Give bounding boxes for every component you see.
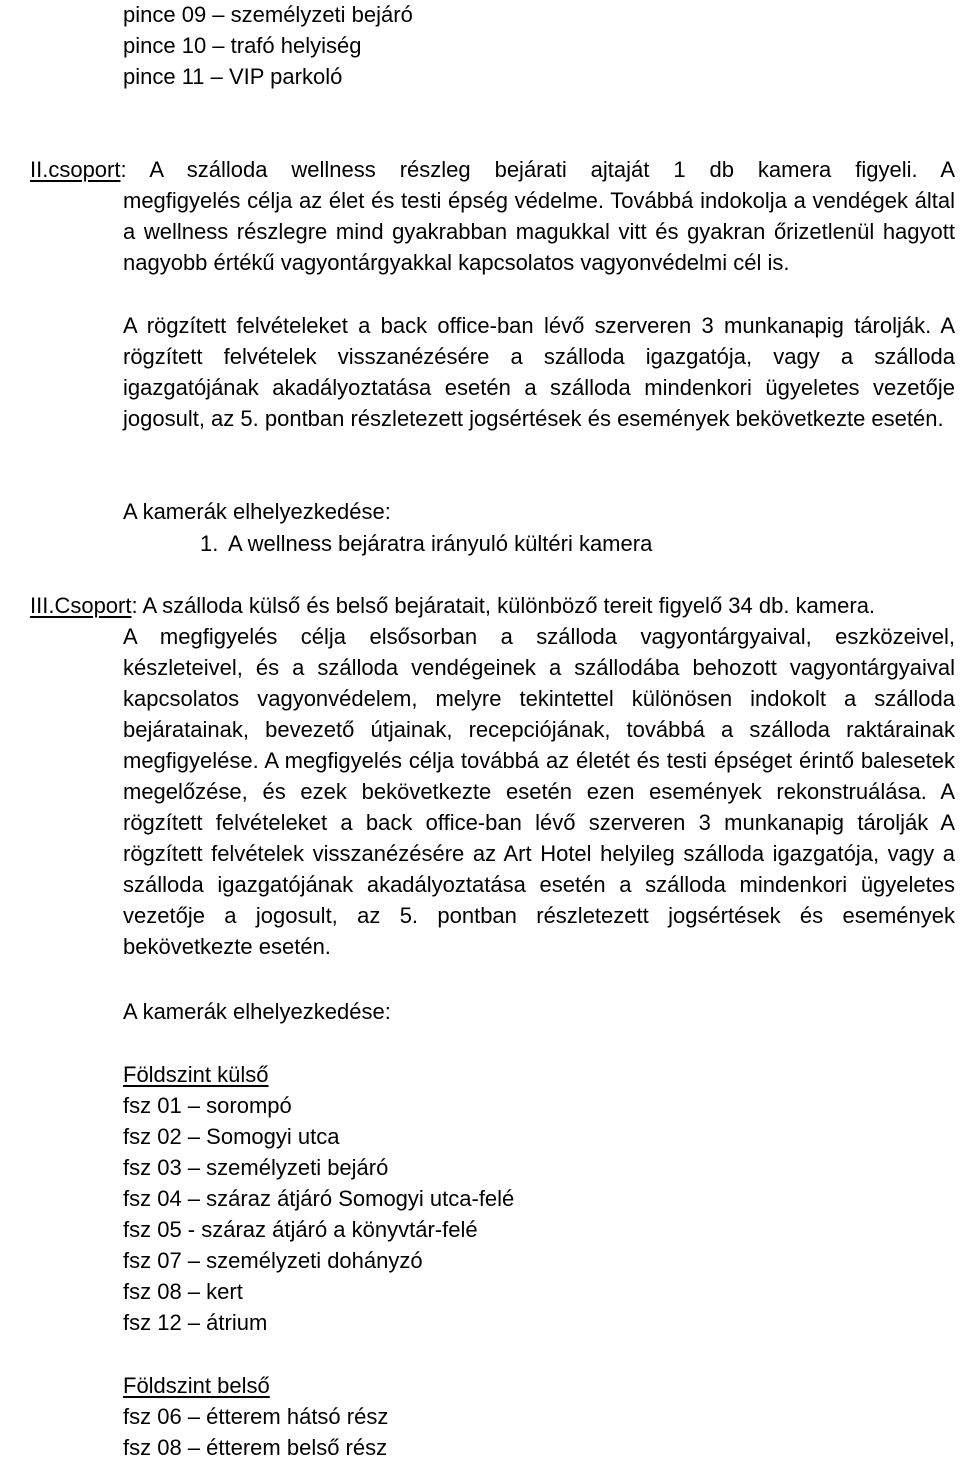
list-item: fsz 01 – sorompó — [123, 1093, 292, 1118]
group3-locations-heading: A kamerák elhelyezkedése: — [123, 999, 391, 1024]
group2-body2: A rögzített felvételeket a back office-ban lévő szerveren 3 munkanapig tárolják. A rögzített felvételek visszanézésére a szálloda igazgatója, vagy a szálloda igazgatójának akadályoztatása esetén a szálloda mindenkori ügyeletes vezetője jogosult, az 5. pontban részletezett jogsértések és események bekövetkezte esetén. — [123, 313, 955, 431]
list-item: fsz 06 – étterem hátsó rész — [123, 1404, 389, 1429]
list-item: fsz 12 – átrium — [123, 1310, 268, 1335]
item-number: 1. — [200, 531, 219, 556]
group3-heading: III.Csoport — [30, 593, 132, 618]
list-item: fsz 04 – száraz átjáró Somogyi utca-felé — [123, 1186, 515, 1211]
list-item: fsz 07 – személyzeti dohányzó — [123, 1248, 423, 1273]
ground-outer-heading: Földszint külső — [123, 1062, 269, 1087]
list-item: pince 10 – trafó helyiség — [123, 33, 362, 58]
group2-heading: II.csoport — [30, 157, 121, 182]
group2-location-item — [200, 528, 652, 559]
list-item: pince 09 – személyzeti bejáró — [123, 2, 413, 27]
group3-lead: : A szálloda külső és belső bejáratait, különböző tereit figyelő 34 db. kamera. — [131, 593, 876, 618]
item-text: A wellness bejáratra irányuló kültéri kamera — [228, 531, 653, 556]
list-item: fsz 02 – Somogyi utca — [123, 1124, 340, 1149]
list-item: fsz 08 – kert — [123, 1279, 243, 1304]
group2-locations-heading: A kamerák elhelyezkedése: — [123, 499, 391, 524]
ground-inner-heading: Földszint belső — [123, 1373, 270, 1398]
list-item: fsz 03 – személyzeti bejáró — [123, 1155, 389, 1180]
group3-body: A megfigyelés célja elsősorban a szálloda vagyontárgyaival, eszközeivel, készleteivel, és a szálloda vendégeinek a szállodába behozott vagyontárgyaival kapcsolatos vagyonvédelem, melyre tekintettel különösen indokolt a szálloda bejáratainak, bevezető útjainak, recepciójának, továbbá a szálloda raktárainak megfigyelése. A megfigyelés célja továbbá az életét és testi épséget érintő balesetek megelőzése, és ezek bekövetkezte esetén ezen események rekonstruálása. A rögzített felvételeket a back office-ban lévő szerveren 3 munkanapig tárolják A rögzített felvételek visszanézésére az Art Hotel helyileg szálloda igazgatója, vagy a szálloda igazgatójának akadályoztatása esetén a szálloda mindenkori ügyeletes vezetője a jogosult, az 5. pontban részletezett jogsértések és események bekövetkezte esetén. — [123, 624, 955, 959]
list-item: pince 11 – VIP parkoló — [123, 64, 343, 89]
list-item: fsz 08 – étterem belső rész — [123, 1435, 388, 1460]
group2-lead: : A szálloda wellness részleg bejárati ajtaját 1 db kamera figyeli. A — [120, 157, 955, 182]
group3-lead-line — [30, 590, 955, 621]
group2-lead-line — [30, 154, 955, 185]
list-item: fsz 05 - száraz átjáró a könyvtár-felé — [123, 1217, 478, 1242]
group2-body: megfigyelés célja az élet és testi épség védelme. Továbbá indokolja a vendégek által a wellness részlegre mind gyakrabban magukkal vitt és gyakran őrizetlenül hagyott nagyobb értékű vagyontárgyakkal kapcsolatos vagyonvédelmi cél is. — [123, 188, 955, 275]
